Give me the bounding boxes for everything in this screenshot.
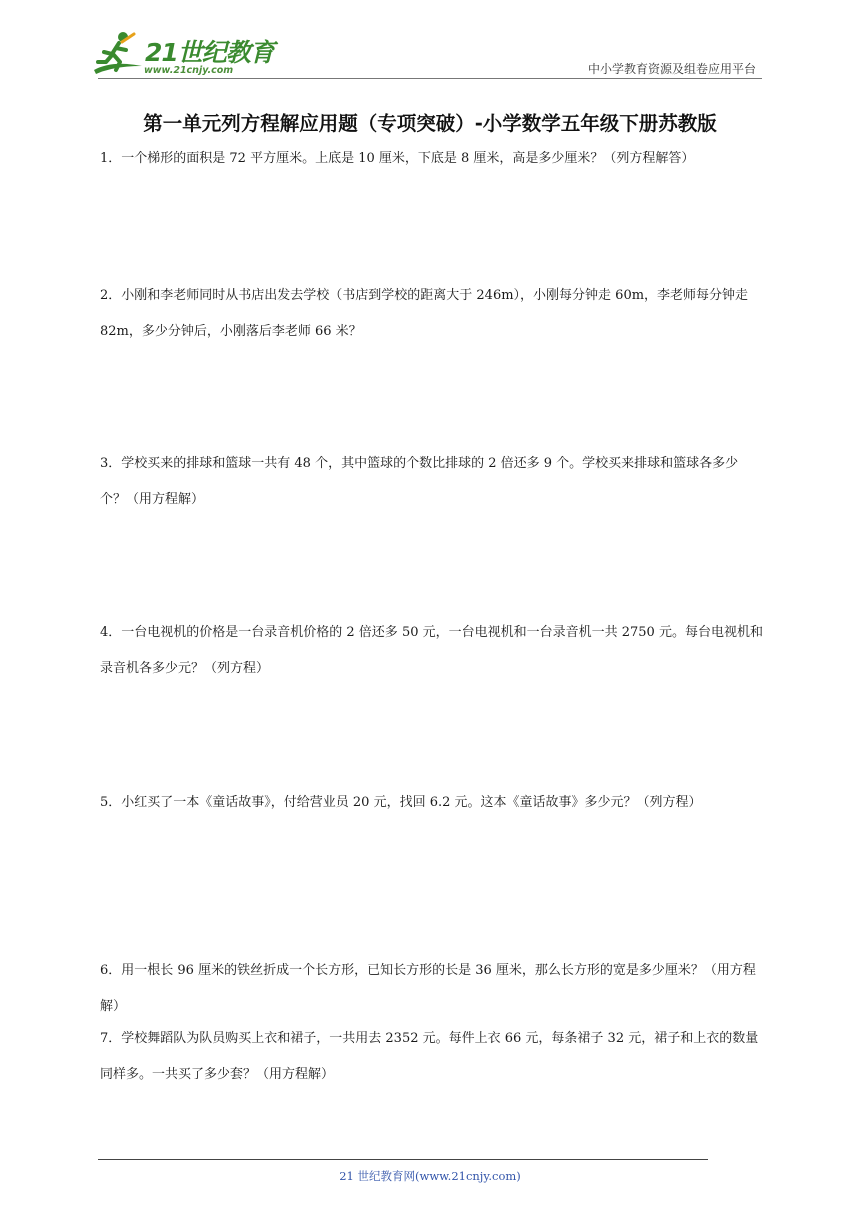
footer-link[interactable]: 21 世纪教育网(www.21cnjy.com) <box>339 1169 521 1183</box>
question-7: 7．学校舞蹈队为队员购买上衣和裙子，一共用去 2352 元。每件上衣 66 元，每条裙子 32 元，裙子和上衣的数量同样多。一共买了多少套？（用方程解） <box>100 1031 759 1082</box>
logo-url: www.21cnjy.com <box>144 65 234 76</box>
logo-text: 21世纪教育 <box>145 38 274 67</box>
question-3: 3．学校买来的排球和篮球一共有 48 个，其中篮球的个数比排球的 2 倍还多 9 个。学校买来排球和篮球各多少个？（用方程解） <box>100 456 739 507</box>
site-logo[interactable] <box>92 30 272 80</box>
runner-icon <box>92 30 144 76</box>
question-6: 6．用一根长 96 厘米的铁丝折成一个长方形，已知长方形的长是 36 厘米，那么长方形的宽是多少厘米？（用方程解） <box>100 963 756 1014</box>
header-divider <box>98 78 762 79</box>
question-4: 4．一台电视机的价格是一台录音机价格的 2 倍还多 50 元，一台电视机和一台录音机一共 2750 元。每台电视机和录音机各多少元？（列方程） <box>100 625 763 676</box>
page-header <box>0 0 860 90</box>
footer-divider <box>98 1159 708 1160</box>
question-1: 1．一个梯形的面积是 72 平方厘米。上底是 10 厘米，下底是 8 厘米，高是多少厘米？（列方程解答） <box>100 151 695 166</box>
platform-label: 中小学教育资源及组卷应用平台 <box>587 62 756 76</box>
question-2: 2．小刚和李老师同时从书店出发去学校（书店到学校的距离大于 246m），小刚每分钟走 60m，李老师每分钟走 82m，多少分钟后，小刚落后李老师 66 米？ <box>100 288 749 339</box>
question-5: 5．小红买了一本《童话故事》，付给营业员 20 元，找回 6.2 元。这本《童话故事》多少元？（列方程） <box>100 795 702 810</box>
document-title: 第一单元列方程解应用题（专项突破）-小学数学五年级下册苏教版 <box>143 112 717 135</box>
